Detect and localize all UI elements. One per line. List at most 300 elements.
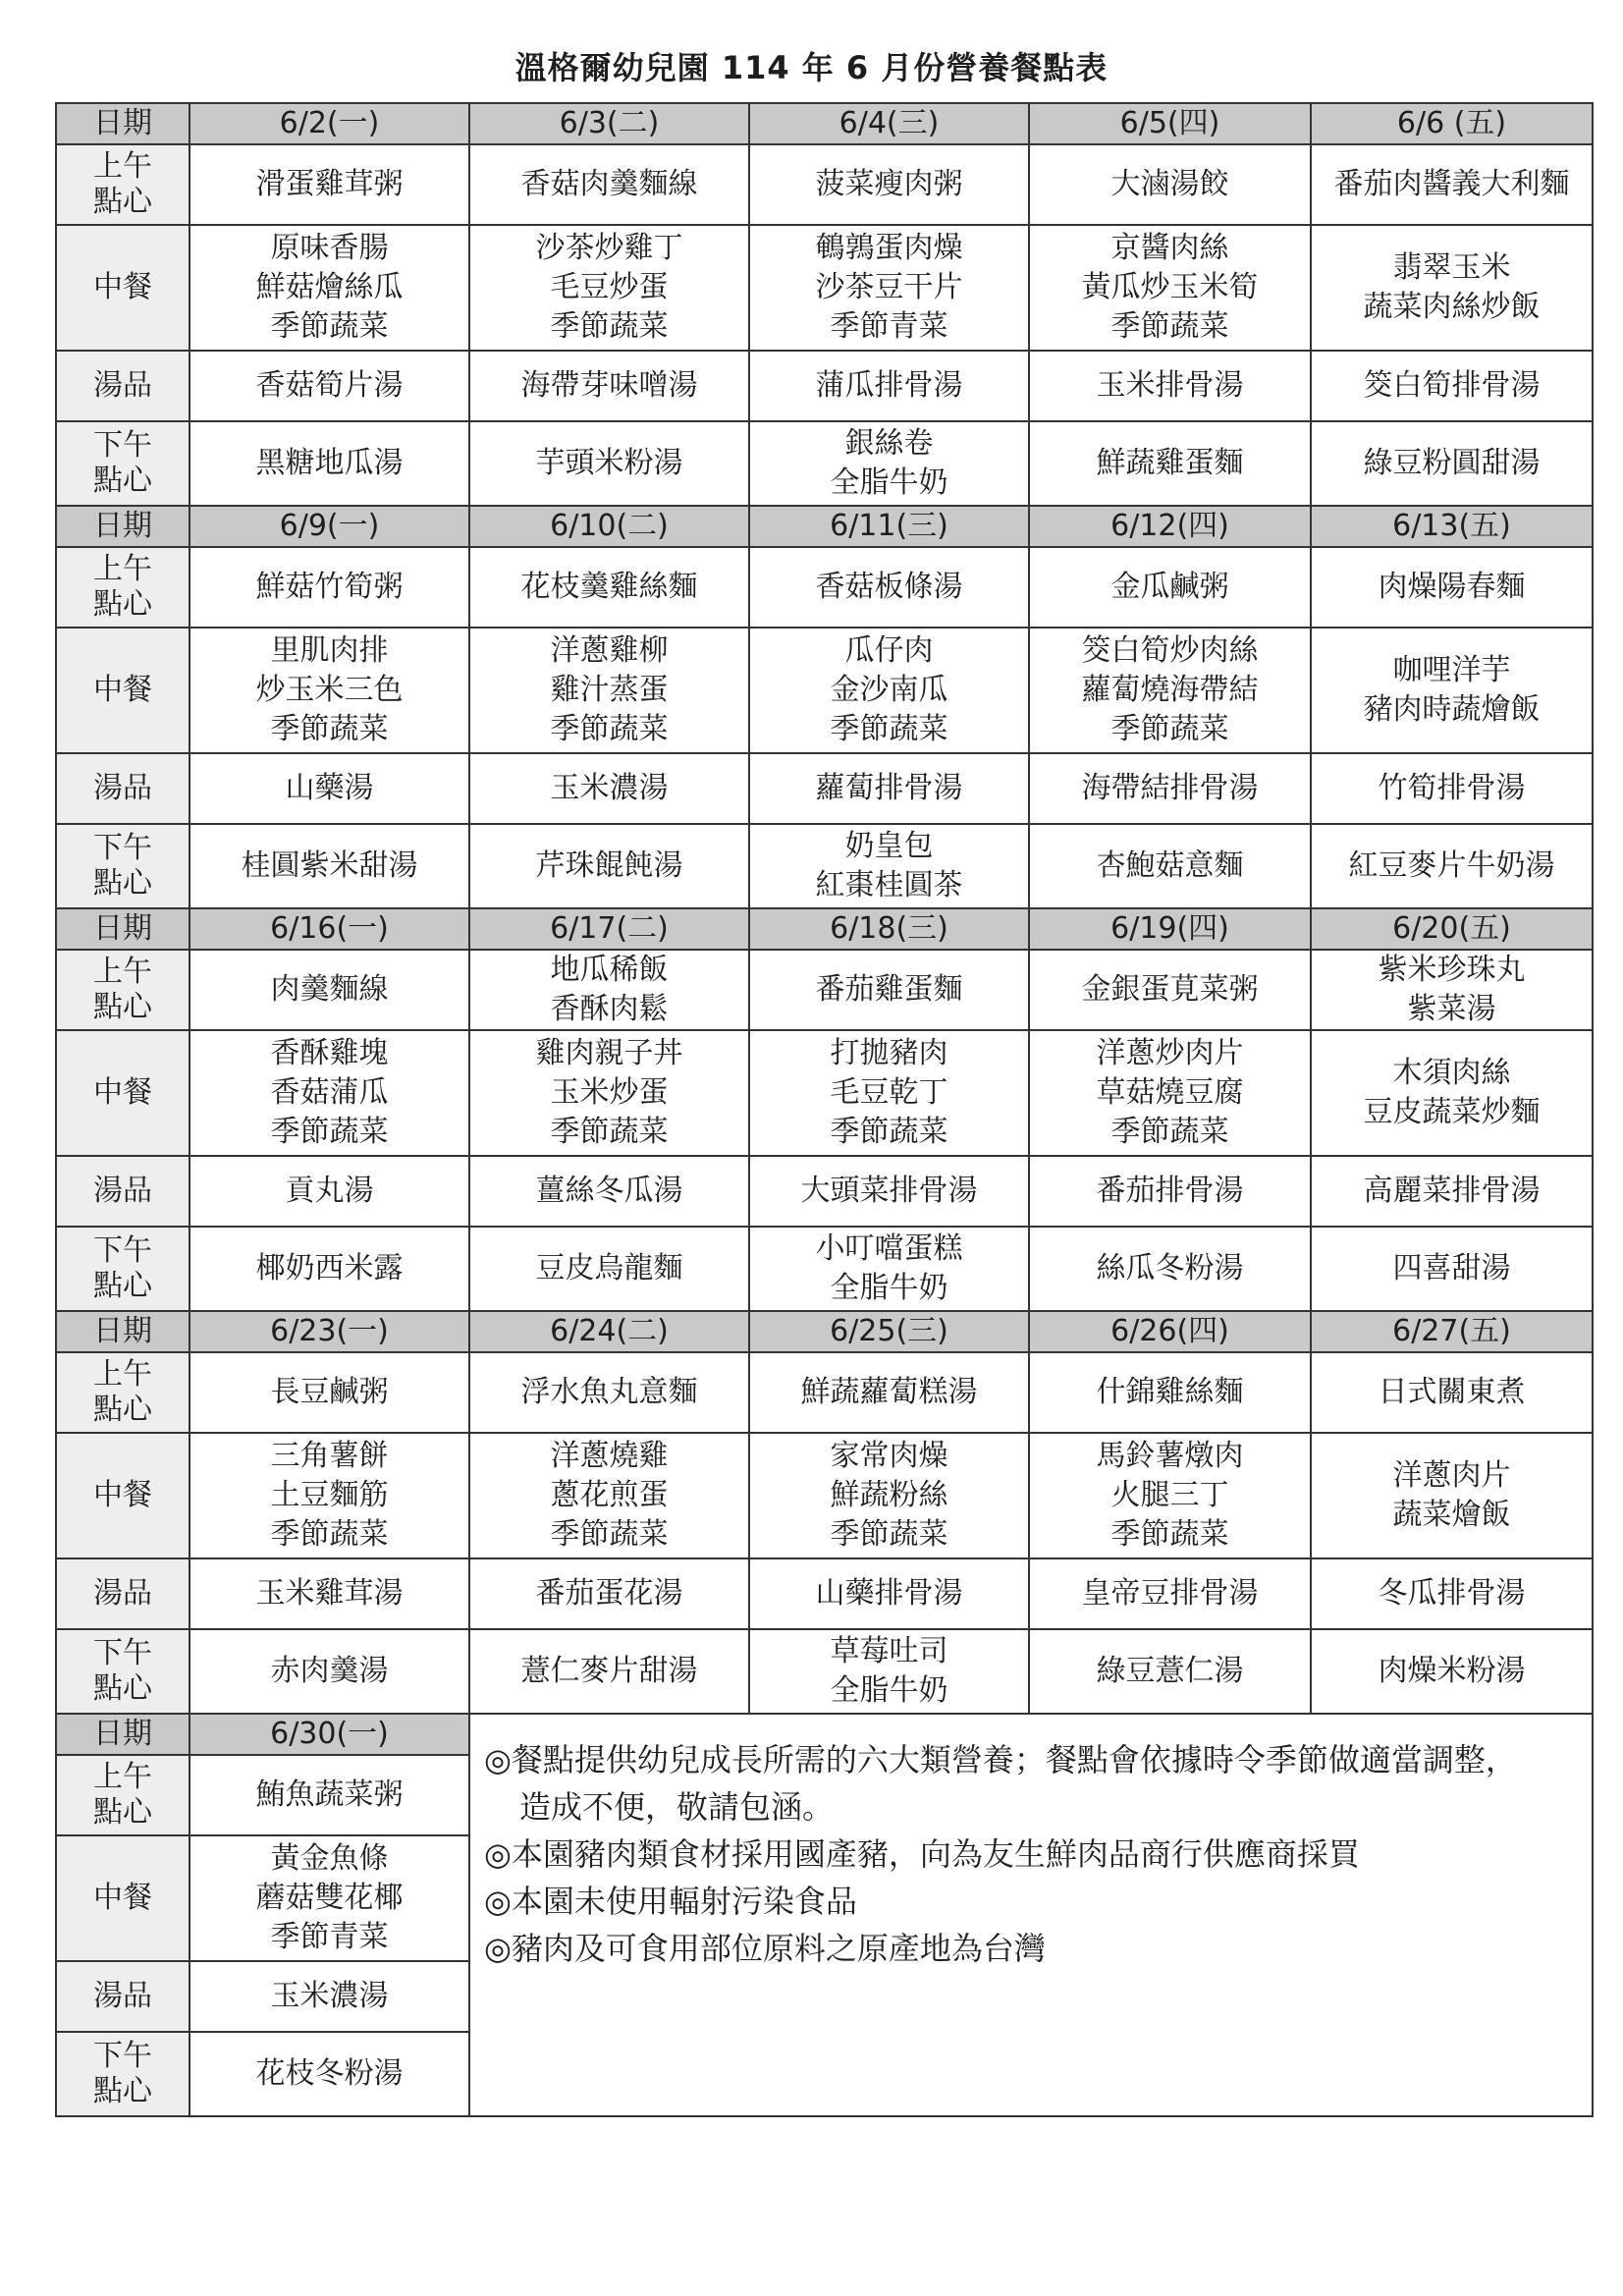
dish-text: 香菇蒲瓜 — [270, 1075, 389, 1110]
dish-text: 鮮菇竹筍粥 — [255, 570, 404, 604]
meal-cell — [1311, 824, 1593, 908]
meal-cell — [1311, 1156, 1593, 1227]
dish-text: 花枝冬粉湯 — [255, 2056, 404, 2091]
meal-cell — [1311, 753, 1593, 824]
dish-text: 蔥花煎蛋 — [550, 1478, 669, 1512]
dish-text: 玉米雞茸湯 — [255, 1576, 404, 1611]
dish-text: 海帶結排骨湯 — [1081, 771, 1259, 805]
dish-text: 蘿蔔排骨湯 — [815, 771, 963, 805]
note-text: ◎本園未使用輻射污染食品 — [484, 1883, 857, 1920]
row-label — [56, 1352, 189, 1433]
meal-cell — [189, 225, 469, 351]
dish-text: 玉米炒蛋 — [550, 1075, 669, 1110]
date-cell: 6/30(一) — [189, 1714, 469, 1755]
meal-cell — [189, 1156, 469, 1227]
meal-table — [55, 102, 1594, 2117]
row-label-text: 點心 — [93, 1795, 152, 1830]
dish-text: 日式關東煮 — [1378, 1375, 1526, 1409]
dish-text: 鮮蔬蘿蔔糕湯 — [800, 1375, 978, 1409]
row-label: 湯品 — [56, 1961, 189, 2032]
meal-cell — [1029, 1030, 1311, 1156]
meal-cell — [749, 824, 1029, 908]
meal-cell — [749, 1558, 1029, 1629]
dish-text: 番茄肉醬義大利麵 — [1333, 167, 1570, 201]
meal-cell — [469, 1156, 749, 1227]
dish-text: 筊白筍炒肉絲 — [1081, 633, 1259, 668]
page-title: 溫格爾幼兒園 114 年 6 月份營養餐點表 — [514, 49, 1109, 86]
dish-text: 鮪魚蔬菜粥 — [255, 1777, 404, 1812]
dish-text: 豆皮烏龍麵 — [535, 1251, 683, 1285]
meal-cell — [749, 950, 1029, 1030]
meal-cell — [469, 950, 749, 1030]
dish-text: 全脂牛奶 — [830, 465, 948, 500]
date-cell: 6/23(一) — [189, 1311, 469, 1352]
dish-text: 鮮蔬粉絲 — [830, 1478, 948, 1512]
dish-text: 洋蔥雞柳 — [550, 633, 669, 668]
row-label-text: 下午 — [93, 1636, 152, 1670]
row-label-text: 上午 — [93, 552, 152, 586]
dish-text: 豬肉時蔬燴飯 — [1363, 692, 1541, 727]
date-cell: 6/16(一) — [189, 908, 469, 950]
row-label: 湯品 — [56, 1558, 189, 1629]
dish-text: 綠豆薏仁湯 — [1096, 1654, 1244, 1688]
dish-text: 瓜仔肉 — [844, 633, 934, 668]
date-row — [56, 908, 1593, 950]
date-row — [56, 506, 1593, 547]
note-text: 造成不便，敬請包涵。 — [519, 1788, 835, 1826]
meal-cell — [469, 628, 749, 753]
meal-cell — [749, 628, 1029, 753]
meal-row-pm — [56, 1629, 1593, 1714]
dish-text: 貢丸湯 — [285, 1174, 374, 1208]
date-cell: 6/18(三) — [749, 908, 1029, 950]
meal-cell — [469, 351, 749, 421]
dish-text: 桂圓紫米甜湯 — [241, 848, 418, 883]
meal-row-lunch — [56, 1433, 1593, 1558]
meal-cell — [1311, 1352, 1593, 1433]
dish-text: 季節蔬菜 — [550, 712, 669, 746]
meal-cell — [749, 144, 1029, 225]
meal-cell — [1311, 1629, 1593, 1714]
meal-cell — [189, 547, 469, 628]
meal-cell — [469, 1227, 749, 1311]
dish-text: 紫米珍珠丸 — [1378, 953, 1526, 987]
dish-text: 原味香腸 — [270, 231, 389, 265]
meal-cell — [1029, 753, 1311, 824]
dish-text: 赤肉羹湯 — [270, 1654, 389, 1688]
dish-text: 咖哩洋芋 — [1392, 653, 1511, 687]
meal-cell — [469, 1558, 749, 1629]
dish-text: 肉燥米粉湯 — [1378, 1654, 1526, 1688]
dish-text: 三角薯餅 — [270, 1439, 389, 1473]
meal-cell — [749, 547, 1029, 628]
dish-text: 香菇筍片湯 — [255, 368, 404, 403]
dish-text: 季節蔬菜 — [550, 1115, 669, 1149]
dish-text: 季節蔬菜 — [270, 309, 389, 344]
row-label-text: 點心 — [93, 990, 152, 1024]
dish-text: 紫菜湯 — [1407, 992, 1496, 1026]
date-cell: 6/9(一) — [189, 506, 469, 547]
date-cell: 6/26(四) — [1029, 1311, 1311, 1352]
dish-text: 木須肉絲 — [1392, 1056, 1511, 1090]
dish-text: 火腿三丁 — [1110, 1478, 1229, 1512]
meal-cell — [189, 1030, 469, 1156]
row-label: 湯品 — [56, 351, 189, 421]
dish-text: 土豆麵筋 — [270, 1478, 389, 1512]
date-cell: 6/4(三) — [749, 103, 1029, 144]
dish-text: 蔬菜燴飯 — [1392, 1498, 1511, 1532]
meal-cell — [749, 1030, 1029, 1156]
meal-cell — [749, 421, 1029, 506]
date-row — [56, 1714, 1593, 1755]
dish-text: 筊白筍排骨湯 — [1363, 368, 1541, 403]
dish-text: 鮮蔬雞蛋麵 — [1096, 446, 1244, 480]
note-text: ◎本園豬肉類食材採用國產豬，向為友生鮮肉品商行供應商採買 — [484, 1835, 1360, 1873]
date-cell: 6/25(三) — [749, 1311, 1029, 1352]
dish-text: 季節蔬菜 — [1110, 1115, 1229, 1149]
meal-cell — [1311, 1227, 1593, 1311]
dish-text: 綠豆粉圓甜湯 — [1363, 446, 1541, 480]
row-label: 日期 — [56, 1714, 189, 1755]
meal-cell — [1029, 144, 1311, 225]
dish-text: 番茄蛋花湯 — [535, 1576, 683, 1611]
date-cell: 6/5(四) — [1029, 103, 1311, 144]
meal-cell — [469, 824, 749, 908]
meal-row-soup — [56, 1156, 1593, 1227]
meal-cell — [1029, 824, 1311, 908]
dish-text: 馬鈴薯燉肉 — [1096, 1439, 1244, 1473]
dish-text: 玉米濃湯 — [270, 1979, 389, 2013]
dish-text: 季節蔬菜 — [270, 712, 389, 746]
dish-text: 玉米排骨湯 — [1096, 368, 1244, 403]
row-label-text: 下午 — [93, 831, 152, 865]
dish-text: 季節蔬菜 — [270, 1115, 389, 1149]
dish-text: 紅豆麥片牛奶湯 — [1348, 848, 1555, 883]
date-cell: 6/6 (五) — [1311, 103, 1593, 144]
dish-text: 銀絲卷 — [844, 426, 934, 461]
dish-text: 金瓜鹹粥 — [1110, 570, 1229, 604]
dish-text: 鵪鶉蛋肉燥 — [815, 231, 963, 265]
date-cell: 6/12(四) — [1029, 506, 1311, 547]
dish-text: 沙茶豆干片 — [815, 270, 963, 304]
dish-text: 紅棗桂圓茶 — [815, 868, 963, 902]
dish-text: 翡翠玉米 — [1392, 250, 1511, 285]
meal-cell — [1029, 1352, 1311, 1433]
meal-row-am — [56, 950, 1593, 1030]
dish-text: 山藥排骨湯 — [815, 1576, 963, 1611]
meal-cell — [469, 144, 749, 225]
row-label — [56, 1629, 189, 1714]
meal-cell — [749, 1433, 1029, 1558]
row-label: 湯品 — [56, 753, 189, 824]
meal-cell — [469, 1629, 749, 1714]
dish-text: 滑蛋雞茸粥 — [255, 167, 404, 201]
row-label: 中餐 — [56, 628, 189, 753]
meal-cell — [189, 1558, 469, 1629]
dish-text: 花枝羹雞絲麵 — [520, 570, 698, 604]
row-label-text: 上午 — [93, 955, 152, 989]
row-label — [56, 1227, 189, 1311]
dish-text: 蘑菇雙花椰 — [255, 1881, 404, 1915]
meal-cell — [1029, 1227, 1311, 1311]
row-label-text: 點心 — [93, 1671, 152, 1706]
row-label-text: 點心 — [93, 866, 152, 901]
row-label-text: 下午 — [93, 428, 152, 463]
note-text: ◎餐點提供幼兒成長所需的六大類營養；餐點會依據時令季節做適當調整， — [484, 1741, 1517, 1778]
dish-text: 季節蔬菜 — [550, 1517, 669, 1552]
dish-text: 蒲瓜排骨湯 — [815, 368, 963, 403]
dish-text: 奶皇包 — [844, 829, 934, 863]
meal-cell — [1029, 1629, 1311, 1714]
row-label-text: 下午 — [93, 2039, 152, 2073]
meal-cell — [189, 1227, 469, 1311]
meal-cell — [1311, 1030, 1593, 1156]
dish-text: 薑絲冬瓜湯 — [535, 1174, 683, 1208]
row-label-text: 點心 — [93, 1393, 152, 1427]
meal-cell — [749, 1156, 1029, 1227]
dish-text: 大滷湯餃 — [1110, 167, 1229, 201]
meal-cell — [189, 1835, 469, 1961]
dish-text: 季節蔬菜 — [270, 1517, 389, 1552]
meal-row-lunch — [56, 225, 1593, 351]
meal-cell — [1311, 950, 1593, 1030]
meal-cell — [189, 1755, 469, 1835]
meal-cell — [1029, 421, 1311, 506]
meal-cell — [189, 824, 469, 908]
meal-row-pm — [56, 1227, 1593, 1311]
meal-cell — [1311, 225, 1593, 351]
meal-cell — [1311, 547, 1593, 628]
meal-cell — [469, 1352, 749, 1433]
dish-text: 季節蔬菜 — [830, 712, 948, 746]
date-cell: 6/11(三) — [749, 506, 1029, 547]
meal-row-soup — [56, 351, 1593, 421]
dish-text: 毛豆乾丁 — [830, 1075, 948, 1110]
dish-text: 肉燥陽春麵 — [1378, 570, 1526, 604]
meal-cell — [189, 753, 469, 824]
meal-cell — [1311, 421, 1593, 506]
dish-text: 黑糖地瓜湯 — [255, 446, 404, 480]
dish-text: 季節青菜 — [270, 1920, 389, 1954]
meal-cell — [1311, 144, 1593, 225]
dish-text: 炒玉米三色 — [255, 673, 404, 707]
row-label-text: 點心 — [93, 185, 152, 219]
dish-text: 菠菜瘦肉粥 — [815, 167, 963, 201]
dish-text: 蘿蔔燒海帶結 — [1081, 673, 1259, 707]
meal-cell — [1311, 1558, 1593, 1629]
row-label: 中餐 — [56, 1433, 189, 1558]
row-label: 日期 — [56, 103, 189, 144]
dish-text: 番茄雞蛋麵 — [815, 972, 963, 1007]
row-label: 日期 — [56, 1311, 189, 1352]
date-cell: 6/19(四) — [1029, 908, 1311, 950]
meal-cell — [749, 1352, 1029, 1433]
meal-cell — [469, 753, 749, 824]
meal-cell — [1029, 1433, 1311, 1558]
dish-text: 洋蔥燒雞 — [550, 1439, 669, 1473]
dish-text: 雞肉親子丼 — [535, 1036, 683, 1070]
dish-text: 草莓吐司 — [830, 1634, 948, 1668]
dish-text: 香菇肉羹麵線 — [520, 167, 698, 201]
meal-row-soup — [56, 1558, 1593, 1629]
meal-cell — [749, 1629, 1029, 1714]
row-label: 中餐 — [56, 1835, 189, 1961]
meal-cell — [749, 351, 1029, 421]
row-label-text: 上午 — [93, 1760, 152, 1794]
meal-cell — [1311, 1433, 1593, 1558]
meal-row-pm — [56, 421, 1593, 506]
dish-text: 杏鮑菇意麵 — [1096, 848, 1244, 883]
meal-row-soup — [56, 753, 1593, 824]
row-label-text: 上午 — [93, 1357, 152, 1392]
row-label — [56, 2032, 189, 2116]
row-label-text: 上午 — [93, 149, 152, 184]
notes-box — [469, 1714, 1593, 2116]
row-label — [56, 547, 189, 628]
meal-cell — [189, 1629, 469, 1714]
row-label-text: 點心 — [93, 464, 152, 498]
meal-cell — [189, 351, 469, 421]
meal-cell — [189, 950, 469, 1030]
meal-row-am — [56, 1352, 1593, 1433]
date-cell: 6/20(五) — [1311, 908, 1593, 950]
dish-text: 皇帝豆排骨湯 — [1081, 1576, 1259, 1611]
dish-text: 玉米濃湯 — [550, 771, 669, 805]
dish-text: 家常肉燥 — [830, 1439, 948, 1473]
dish-text: 季節蔬菜 — [1110, 712, 1229, 746]
dish-text: 洋蔥炒肉片 — [1096, 1036, 1244, 1070]
dish-text: 季節蔬菜 — [550, 309, 669, 344]
dish-text: 金沙南瓜 — [830, 673, 948, 707]
row-label — [56, 1755, 189, 1835]
meal-cell — [189, 1433, 469, 1558]
meal-cell — [1029, 1156, 1311, 1227]
row-label-text: 點心 — [93, 1269, 152, 1303]
dish-text: 全脂牛奶 — [830, 1271, 948, 1305]
dish-text: 洋蔥肉片 — [1392, 1458, 1511, 1493]
dish-text: 什錦雞絲麵 — [1096, 1375, 1244, 1409]
dish-text: 季節蔬菜 — [1110, 309, 1229, 344]
note-text: ◎豬肉及可食用部位原料之原產地為台灣 — [484, 1930, 1046, 1967]
dish-text: 季節蔬菜 — [830, 1517, 948, 1552]
row-label — [56, 950, 189, 1030]
date-cell: 6/3(二) — [469, 103, 749, 144]
date-cell: 6/13(五) — [1311, 506, 1593, 547]
dish-text: 香菇板條湯 — [815, 570, 963, 604]
meal-cell — [1311, 351, 1593, 421]
meal-cell — [469, 225, 749, 351]
dish-text: 黃金魚條 — [270, 1841, 389, 1876]
dish-text: 香酥肉鬆 — [550, 992, 669, 1026]
dish-text: 沙茶炒雞丁 — [535, 231, 683, 265]
dish-text: 豆皮蔬菜炒麵 — [1363, 1095, 1541, 1129]
dish-text: 芋頭米粉湯 — [535, 446, 683, 480]
date-cell: 6/24(二) — [469, 1311, 749, 1352]
dish-text: 香酥雞塊 — [270, 1036, 389, 1070]
dish-text: 肉羹麵線 — [270, 972, 389, 1007]
date-cell: 6/27(五) — [1311, 1311, 1593, 1352]
dish-text: 全脂牛奶 — [830, 1673, 948, 1708]
row-label-text: 點心 — [93, 2074, 152, 2108]
meal-cell — [469, 1433, 749, 1558]
dish-text: 蔬菜肉絲炒飯 — [1363, 290, 1541, 324]
dish-text: 絲瓜冬粉湯 — [1096, 1251, 1244, 1285]
dish-text: 季節青菜 — [830, 309, 948, 344]
dish-text: 季節蔬菜 — [1110, 1517, 1229, 1552]
dish-text: 小叮噹蛋糕 — [815, 1231, 963, 1266]
meal-cell — [469, 547, 749, 628]
meal-cell — [189, 144, 469, 225]
meal-cell — [1029, 950, 1311, 1030]
dish-text: 海帶芽味噌湯 — [520, 368, 698, 403]
dish-text: 大頭菜排骨湯 — [800, 1174, 978, 1208]
dish-text: 地瓜稀飯 — [550, 953, 669, 987]
row-label: 中餐 — [56, 225, 189, 351]
meal-cell — [749, 753, 1029, 824]
dish-text: 里肌肉排 — [270, 633, 389, 668]
dish-text: 薏仁麥片甜湯 — [520, 1654, 698, 1688]
dish-text: 番茄排骨湯 — [1096, 1174, 1244, 1208]
dish-text: 冬瓜排骨湯 — [1378, 1576, 1526, 1611]
meal-cell — [749, 225, 1029, 351]
dish-text: 草菇燒豆腐 — [1096, 1075, 1244, 1110]
meal-cell — [189, 628, 469, 753]
date-row — [56, 1311, 1593, 1352]
meal-row-lunch — [56, 628, 1593, 753]
date-cell: 6/2(一) — [189, 103, 469, 144]
meal-cell — [749, 1227, 1029, 1311]
dish-text: 竹筍排骨湯 — [1378, 771, 1526, 805]
meal-cell — [1311, 628, 1593, 753]
dish-text: 四喜甜湯 — [1392, 1251, 1511, 1285]
date-cell: 6/17(二) — [469, 908, 749, 950]
meal-cell — [469, 421, 749, 506]
row-label: 湯品 — [56, 1156, 189, 1227]
row-label-text: 下午 — [93, 1233, 152, 1268]
meal-row-am — [56, 547, 1593, 628]
meal-cell — [189, 1352, 469, 1433]
meal-cell — [189, 1961, 469, 2032]
dish-text: 鮮菇燴絲瓜 — [255, 270, 404, 304]
dish-text: 椰奶西米露 — [255, 1251, 404, 1285]
row-label: 日期 — [56, 506, 189, 547]
meal-cell — [1029, 547, 1311, 628]
meal-cell — [1029, 225, 1311, 351]
row-label — [56, 421, 189, 506]
meal-cell — [1029, 628, 1311, 753]
dish-text: 毛豆炒蛋 — [550, 270, 669, 304]
meal-cell — [189, 421, 469, 506]
dish-text: 雞汁蒸蛋 — [550, 673, 669, 707]
dish-text: 長豆鹹粥 — [270, 1375, 389, 1409]
meal-cell — [469, 1030, 749, 1156]
meal-row-pm — [56, 824, 1593, 908]
meal-row-lunch — [56, 1030, 1593, 1156]
meal-row-am — [56, 144, 1593, 225]
dish-text: 浮水魚丸意麵 — [520, 1375, 698, 1409]
dish-text: 金銀蛋莧菜粥 — [1081, 972, 1259, 1007]
meal-cell — [189, 2032, 469, 2116]
row-label-text: 點心 — [93, 587, 152, 622]
row-label — [56, 824, 189, 908]
dish-text: 季節蔬菜 — [830, 1115, 948, 1149]
meal-cell — [1029, 1558, 1311, 1629]
date-cell: 6/10(二) — [469, 506, 749, 547]
dish-text: 芹珠餛飩湯 — [535, 848, 683, 883]
dish-text: 高麗菜排骨湯 — [1363, 1174, 1541, 1208]
dish-text: 黃瓜炒玉米筍 — [1081, 270, 1259, 304]
dish-text: 打拋豬肉 — [830, 1036, 948, 1070]
